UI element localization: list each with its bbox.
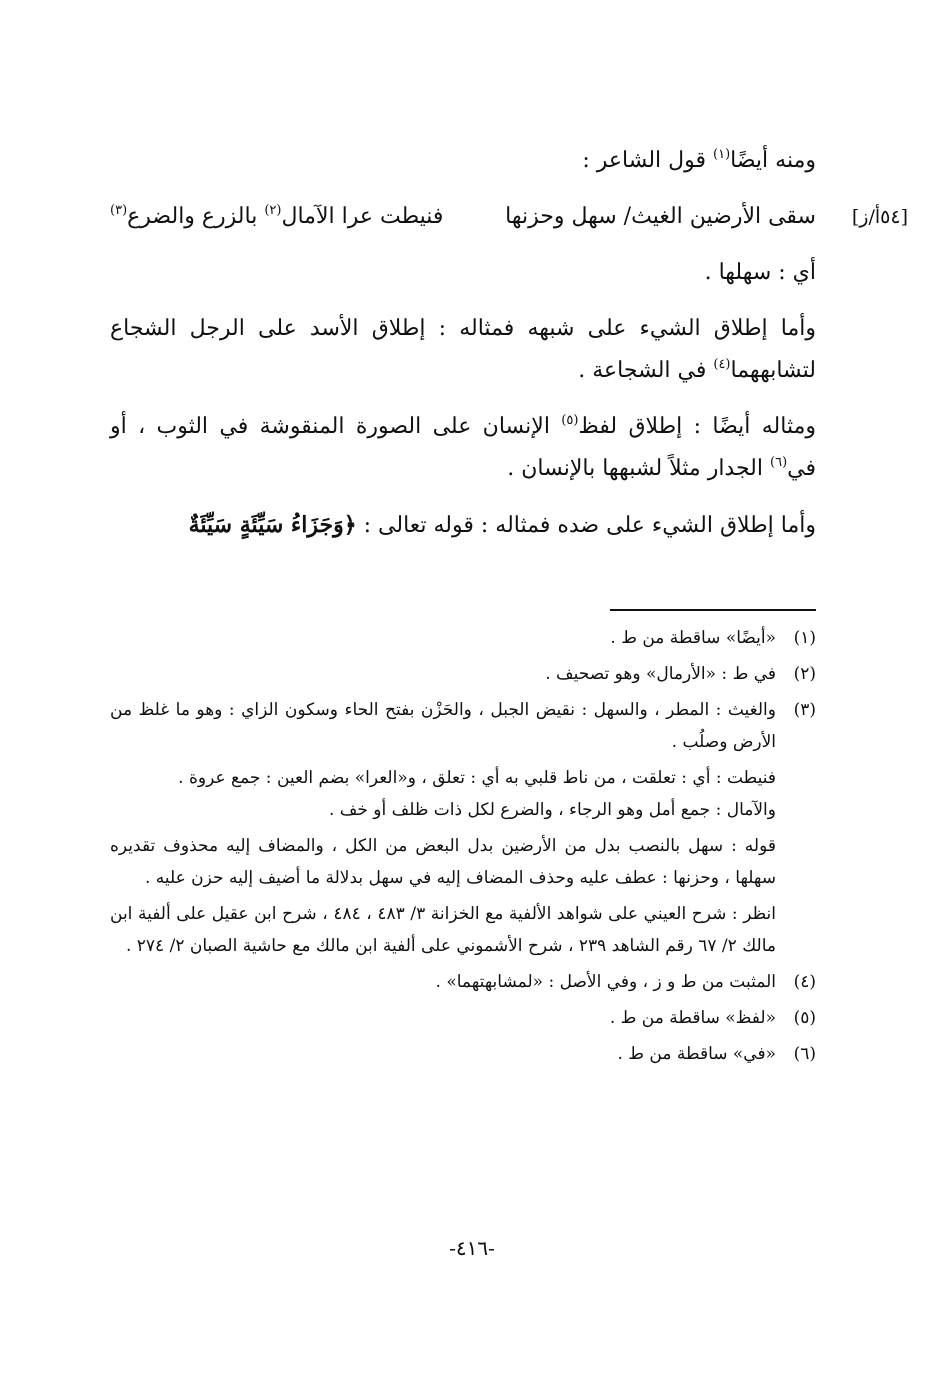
- footnote-body: [110, 694, 776, 962]
- footnote-text: في ط : «الأرمال» وهو تصحيف .: [545, 664, 776, 684]
- footnote-separator: [610, 609, 816, 611]
- hemistich-text-end: بالزرع والضرع: [127, 204, 265, 229]
- footnote: [110, 622, 816, 654]
- page-number: -٤١٦-: [449, 1236, 495, 1260]
- manuscript-folio-reference: [٥٤أ/ز]: [851, 206, 908, 228]
- footnote: [110, 1002, 816, 1034]
- footnote-number: (٤): [793, 972, 816, 992]
- paragraph-text: وأما إطلاق الشيء على ضده فمثاله : قوله تعالى :: [356, 513, 816, 538]
- paragraph-text-middle: الإنسان على الصورة المنقوشة في الثوب ، أو في: [110, 414, 816, 481]
- main-text: [110, 140, 908, 561]
- footnote-ref-3: (٣): [110, 203, 128, 218]
- hemistich-text: فنيطت عرا الآمال: [281, 204, 444, 229]
- verse-first-hemistich: سقى الأرضين الغيث/ سهل وحزنها: [505, 204, 816, 229]
- footnote-text: «في» ساقطة من ط .: [617, 1044, 776, 1064]
- paragraph-text: ومثاله أيضًا : إطلاق لفظ: [578, 414, 816, 439]
- footnote: [110, 658, 816, 690]
- paragraph-opposite: [110, 504, 816, 547]
- footnote-subparagraph: انظر : شرح العيني على شواهد الألفية مع الخزانة ٣/ ٤٨٣ ، ٤٨٤ ، شرح ابن عقيل على ألفية ابن مالك ٢/ ٦٧ رقم الشاهد ٢٣٩ ، شرح الأشموني على ألفية ابن مالك مع حاشية الصبان ٢/ ٢٧٤ .: [110, 904, 777, 956]
- footnote-ref-4: (٤): [713, 357, 731, 372]
- footnote-number: (٥): [793, 1008, 816, 1028]
- footnote-number: (٢): [793, 664, 816, 684]
- footnote-subparagraph: فنيطت : أي : تعلقت ، من ناط قلبي به أي : تعلق ، و«العرا» بضم العين : جمع عروة .: [178, 768, 776, 788]
- footnote-subparagraph: قوله : سهل بالنصب بدل من الأرضين بدل البعض من الكل ، والمضاف إليه محذوف تقديره سهلها ، وحزنها : عطف عليه وحذف المضاف إليه في سهل بدلالة ما أضيف إليه حزن عليه .: [110, 836, 776, 888]
- paragraph-text-end: في الشجاعة .: [578, 358, 714, 383]
- footnote-text: والغيث : المطر ، والسهل : نقيض الجبل ، والحَزْن بفتح الحاء وسكون الزاي : وهو ما غلظ من الأرض وصلُب .: [110, 700, 776, 752]
- footnote-text: المثبت من ط و ز ، وفي الأصل : «لمشابهتهما» .: [435, 972, 776, 992]
- footnote-number: (٦): [793, 1044, 816, 1064]
- intro-line: [110, 140, 816, 182]
- paragraph-text: وأما إطلاق الشيء على شبهه فمثاله : إطلاق الأسد على الرجل الشجاع لتشابههما: [110, 316, 816, 383]
- footnote-ref-5: (٥): [561, 413, 579, 428]
- footnote-text: «أيضًا» ساقطة من ط .: [610, 628, 776, 648]
- footnote-ref-6: (٦): [770, 455, 788, 470]
- footnote: [110, 694, 816, 962]
- poetry-verse: [110, 196, 908, 238]
- footnote-number: (١): [793, 628, 816, 648]
- footnote-ref-2: (٢): [264, 203, 282, 218]
- intro-text: ومنه أيضًا: [730, 148, 816, 173]
- footnote-ref-1: (١): [713, 147, 731, 162]
- footnotes: [110, 622, 816, 1074]
- verse-explanation: أي : سهلها .: [704, 260, 816, 285]
- footnote: [110, 966, 816, 998]
- intro-text-end: قول الشاعر :: [582, 148, 713, 173]
- footnote-number: (٣): [793, 700, 816, 720]
- footnote: [110, 1038, 816, 1070]
- quran-quote: ﴿وَجَزَاءُ سَيِّئَةٍ سَيِّئَةٌ: [188, 512, 357, 538]
- verse-second-hemistich: [110, 196, 443, 238]
- footnote-text: «لفظ» ساقطة من ط .: [609, 1008, 776, 1028]
- footnote-subparagraph: والآمال : جمع أمل وهو الرجاء ، والضرع لكل ذات ظلف أو خف .: [328, 800, 776, 820]
- paragraph-similarity: [110, 308, 816, 392]
- paragraph-example: [110, 406, 816, 490]
- paragraph-text-end: الجدار مثلاً لشبهها بالإنسان .: [507, 456, 770, 481]
